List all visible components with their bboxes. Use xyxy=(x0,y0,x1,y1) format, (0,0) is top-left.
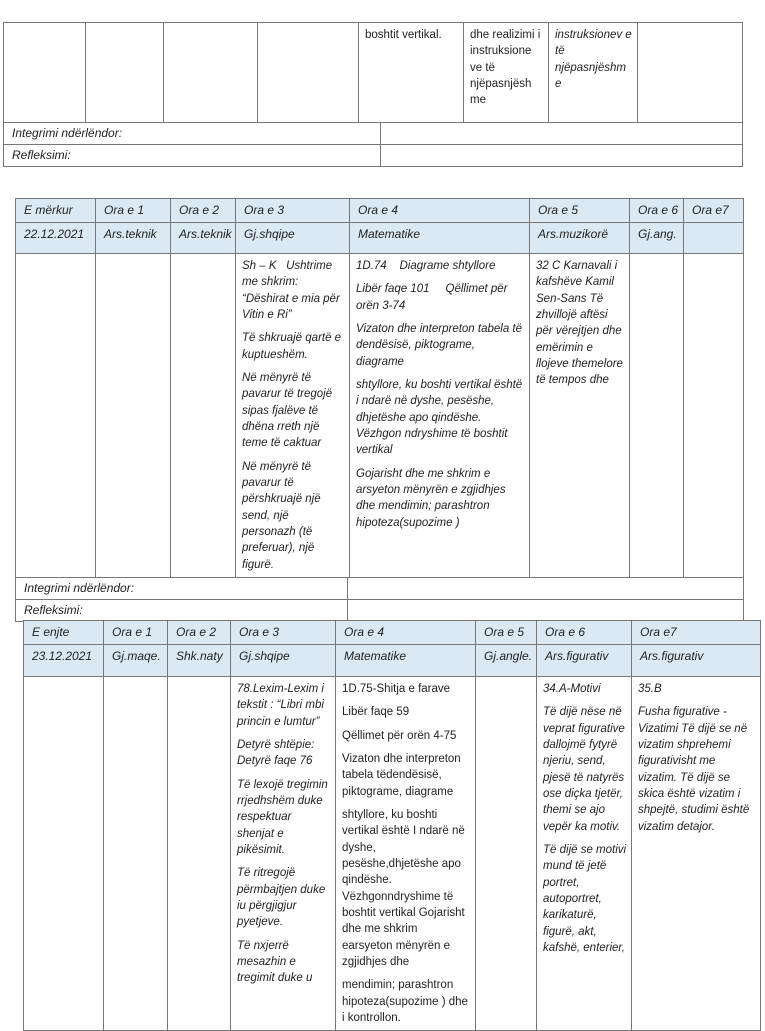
thursday-day-header: E enjte xyxy=(24,621,104,645)
thursday-hour-5: Ora e 5 xyxy=(476,621,537,645)
lesson-paragraph: Vizaton dhe interpreton tabela të dendësisë, piktograme, diagrame xyxy=(356,322,523,368)
thursday-subject-1: Gj.maqe. xyxy=(104,645,168,677)
thursday-hour-3: Ora e 3 xyxy=(231,621,336,645)
thursday-matematike-cell xyxy=(336,677,476,1031)
wednesday-empty-cell-1 xyxy=(16,254,96,578)
lesson-paragraph: Sh – K Ushtrime me shkrim: “Dëshirat e mia për Vitin e Ri” xyxy=(242,260,340,321)
wednesday-gj-shqipe-cell xyxy=(236,254,350,578)
thursday-subject-4: Matematike xyxy=(336,645,476,677)
wednesday-table xyxy=(15,198,744,622)
thursday-gj-shqipe-cell xyxy=(231,677,336,1031)
lesson-paragraph: Të dijë nëse në veprat figurative dallojmë fytyrë njeriu, send, pjesë të natyrës ose diçka tjetër, themi se ajo vepër ka motiv. xyxy=(543,706,625,833)
thursday-date: 23.12.2021 xyxy=(24,645,104,677)
refleksimi-label: Refleksimi: xyxy=(16,599,348,621)
wednesday-subject-5: Ars.muzikorë xyxy=(530,223,630,254)
wednesday-subject-2: Ars.teknik xyxy=(171,223,236,254)
thursday-ars-figurativ-6-cell xyxy=(537,677,632,1031)
wednesday-hour-3: Ora e 3 xyxy=(236,199,350,223)
lesson-paragraph: 1D.75-Shitja e farave xyxy=(342,683,451,695)
wednesday-empty-cell-7 xyxy=(630,254,684,578)
wednesday-subject-4: Matematike xyxy=(350,223,530,254)
integrimi-value-cell xyxy=(348,577,744,599)
wednesday-date: 22.12.2021 xyxy=(16,223,96,254)
lesson-paragraph: Libër faqe 59 xyxy=(342,706,410,719)
thursday-empty-cell-6 xyxy=(476,677,537,1031)
top-cell-boshtit xyxy=(359,23,464,123)
lesson-paragraph: Të lexojë tregimin rrjedhshëm duke respektuar shenjat e pikësimit. xyxy=(237,778,328,856)
wednesday-hour-5: Ora e 5 xyxy=(530,199,630,223)
top-empty-cell-4 xyxy=(258,23,359,123)
top-cell-realizimi xyxy=(464,23,549,123)
wednesday-hour-2: Ora e 2 xyxy=(171,199,236,223)
lesson-paragraph: mendimin; parashtron hipoteza(supozime ) dhe i kontrollon. xyxy=(342,979,468,1024)
wednesday-hour-7: Ora e7 xyxy=(684,199,744,223)
lesson-paragraph: 34.A-Motivi xyxy=(543,683,601,695)
thursday-subject-2: Shk.naty xyxy=(168,645,231,677)
lesson-paragraph: Libër faqe 101 Qëllimet për orën 3-74 xyxy=(356,283,508,312)
thursday-empty-cell-3 xyxy=(168,677,231,1031)
thursday-ars-figurativ-7-cell xyxy=(632,677,761,1031)
refleksimi-value-cell xyxy=(348,599,744,621)
wednesday-matematike-cell xyxy=(350,254,530,578)
thursday-empty-cell-2 xyxy=(104,677,168,1031)
thursday-subject-3: Gj.shqipe xyxy=(231,645,336,677)
lesson-paragraph: Në mënyrë të pavarur të tregojë sipas fjalëve të dhëna rreth një teme të caktuar xyxy=(242,371,333,450)
lesson-paragraph: 35.B xyxy=(638,683,662,695)
wednesday-empty-cell-3 xyxy=(171,254,236,578)
thursday-hour-4: Ora e 4 xyxy=(336,621,476,645)
integrimi-value-cell xyxy=(381,123,743,145)
wednesday-day-header: E mërkur xyxy=(16,199,96,223)
wednesday-hour-4: Ora e 4 xyxy=(350,199,530,223)
top-table xyxy=(3,22,743,167)
top-empty-cell-3 xyxy=(164,23,258,123)
lesson-paragraph: Vizaton dhe interpreton tabela tëdendësisë, piktograme, diagrame xyxy=(342,752,461,798)
top-empty-cell-1 xyxy=(4,23,86,123)
thursday-grid xyxy=(23,620,761,1031)
top-cell-boshtit-text: boshtit vertikal. xyxy=(365,29,442,41)
top-cell-realizimi-text: dhe realizimi i instruksione ve të njëpasnjësh me xyxy=(470,29,541,107)
integrimi-label: Integrimi ndërlëndor: xyxy=(4,123,381,145)
lesson-paragraph: 1D.74 Diagrame shtyllore xyxy=(356,260,496,272)
thursday-empty-cell-1 xyxy=(24,677,104,1031)
lesson-paragraph: Të shkruajë qartë e kuptueshëm. xyxy=(242,332,342,361)
wednesday-hour-1: Ora e 1 xyxy=(96,199,171,223)
lesson-paragraph: shtyllore, ku boshti vertikal është I ndarë në dyshe, pesëshe,dhjetëshe apo qindëshe. Vëzhgonndryshime të boshtit vertikal Gojarisht dhe me shkrim earsyeton mënyrën e zgjidhjes dhe xyxy=(342,808,465,968)
top-empty-cell-2 xyxy=(86,23,164,123)
wednesday-subject-7 xyxy=(684,223,744,254)
thursday-hour-6: Ora e 6 xyxy=(537,621,632,645)
lesson-paragraph: Fusha figurative - Vizatimi Të dijë se në vizatim shprehemi figurativisht me vizatim. Të dijë se skica është vizatim i shpejtë, studimi është vizatim detajor. xyxy=(638,706,750,833)
lesson-paragraph: 78.Lexim-Lexim i tekstit : “Libri mbi princin e lumtur” xyxy=(237,683,324,728)
wednesday-footer xyxy=(15,577,744,622)
wednesday-subject-1: Ars.teknik xyxy=(96,223,171,254)
wednesday-subject-6: Gj.ang. xyxy=(630,223,684,254)
top-cell-instruksionev-text: instruksionev e të njëpasnjëshm e xyxy=(555,29,632,90)
thursday-subject-7: Ars.figurativ xyxy=(632,645,761,677)
refleksimi-label: Refleksimi: xyxy=(4,145,381,167)
thursday-subject-6: Ars.figurativ xyxy=(537,645,632,677)
thursday-subject-5: Gj.angle. xyxy=(476,645,537,677)
lesson-paragraph: Të ritregojë përmbajtjen duke iu përgjigjur pyetjeve. xyxy=(237,867,326,929)
wednesday-hour-6: Ora e 6 xyxy=(630,199,684,223)
lesson-paragraph: Gojarisht dhe me shkrim e arsyeton mënyrën e zgjidhjes dhe mendimin; parashtron hipoteza(supozime ) xyxy=(356,467,506,529)
wednesday-empty-cell-8 xyxy=(684,254,744,578)
thursday-hour-2: Ora e 2 xyxy=(168,621,231,645)
wednesday-ars-muzikore-cell xyxy=(530,254,630,578)
wednesday-grid xyxy=(15,198,744,578)
refleksimi-value-cell xyxy=(381,145,743,167)
lesson-paragraph: Të nxjerrë mesazhin e tregimit duke u xyxy=(237,939,313,985)
thursday-table xyxy=(23,620,761,1031)
top-cell-instruksionev xyxy=(549,23,638,123)
top-empty-cell-8 xyxy=(638,23,743,123)
wednesday-empty-cell-2 xyxy=(96,254,171,578)
lesson-paragraph: Në mënyrë të pavarur të përshkruajë një send, një personazh (të preferuar), një figurë. xyxy=(242,460,321,571)
lesson-paragraph: shtyllore, ku boshti vertikal është i ndarë në dyshe, pesëshe, dhjetëshe apo qindëshe. Vëzhgon ndryshime të boshtit vertikal xyxy=(356,378,523,457)
top-table-grid xyxy=(3,22,743,123)
lesson-paragraph: Qëllimet për orën 4-75 xyxy=(342,729,457,742)
integrimi-label: Integrimi ndërlëndor: xyxy=(16,577,348,599)
lesson-paragraph: Të dijë se motivi mund të jetë portret, autoportret, karikaturë, figurë, akt, kafshë, enterier, xyxy=(543,843,627,954)
thursday-hour-1: Ora e 1 xyxy=(104,621,168,645)
top-table-footer xyxy=(3,122,743,167)
thursday-hour-7: Ora e7 xyxy=(632,621,761,645)
wednesday-subject-3: Gj.shqipe xyxy=(236,223,350,254)
lesson-paragraph: Detyrë shtëpie: Detyrë faqe 76 xyxy=(237,738,315,768)
lesson-paragraph: 32 C Karnavali i kafshëve Kamil Sen-Sans Të zhvillojë aftësi për vërejtjen dhe emërimin e llojeve themelore të tempos dhe xyxy=(536,260,623,387)
